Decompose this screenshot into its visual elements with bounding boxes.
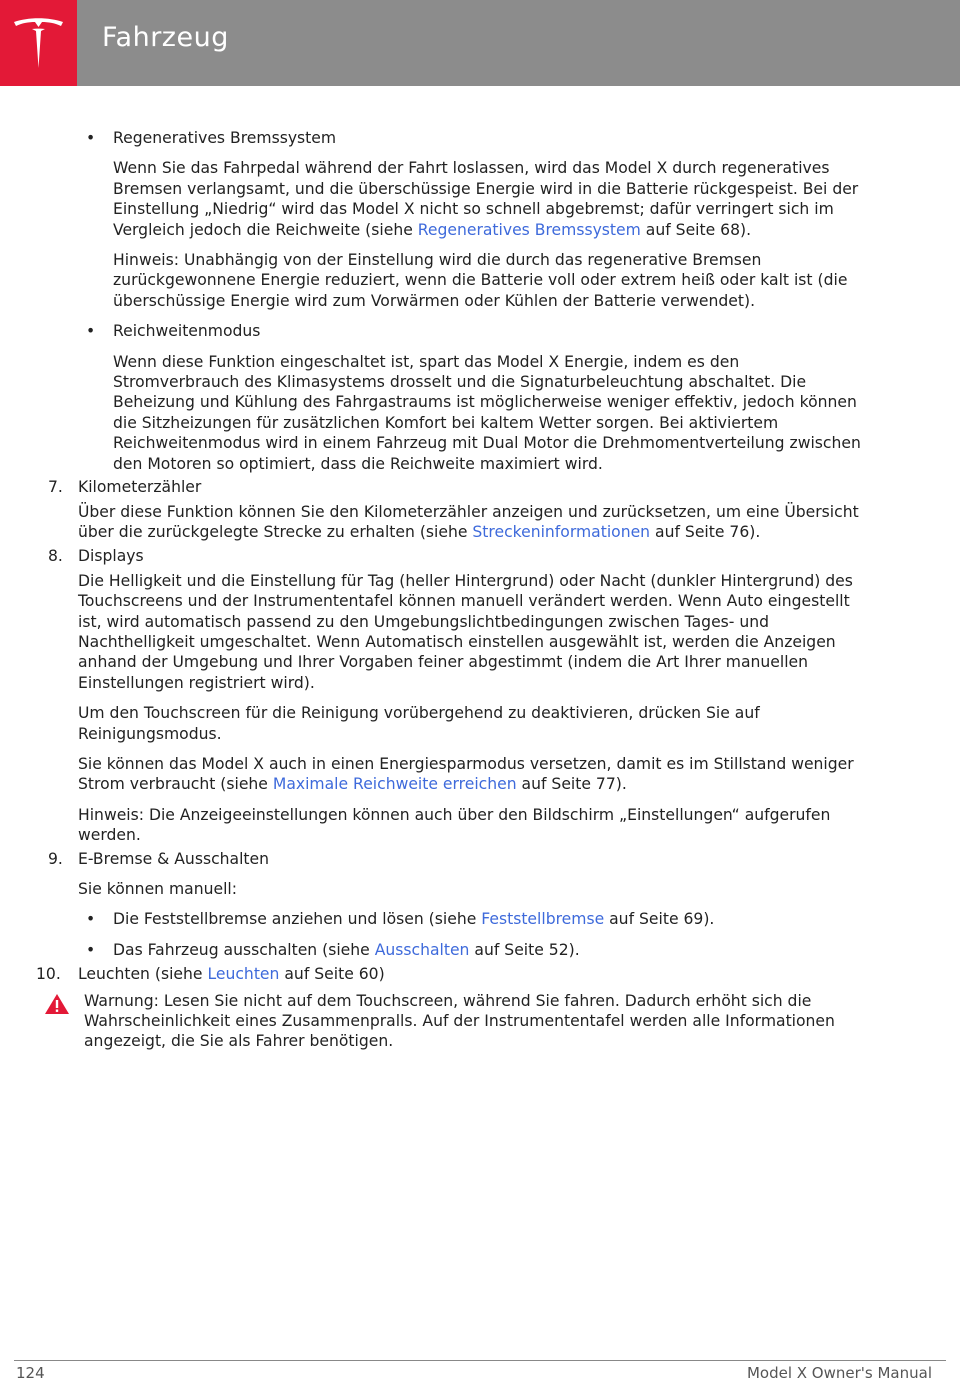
header-bar bbox=[0, 0, 960, 86]
warning-icon bbox=[44, 993, 70, 1015]
item-label: Kilometerzähler bbox=[78, 478, 202, 497]
page-content bbox=[0, 128, 960, 1052]
paragraph: Wenn Sie das Fahrpedal während der Fahrt loslassen, wird das Model X durch regeneratives Bremsen verlangsamt, und die überschüssige Energie wird in die Batterie rückgespeist. Bei der Einstellung „Niedrig“ wird das Model X nicht so schnell abgebremst; dafür verringert sich im Vergleich jedoch die Reichweite (siehe Regeneratives Bremssystem auf Seite 68). bbox=[113, 159, 859, 239]
item-label: E-Bremse & Ausschalten bbox=[78, 849, 270, 868]
paragraph: Sie können manuell: bbox=[78, 880, 238, 898]
page-number: 124 bbox=[16, 1364, 45, 1382]
warning-text: Warnung: Lesen Sie nicht auf dem Touchscreen, während Sie fahren. Dadurch erhöht sich die Wahrscheinlichkeit eines Zusammenpralls. Auf der Instrumententafel werden alle Informationen angezeigt, die Sie als Fahrer benötigen. bbox=[84, 991, 835, 1051]
section-title: Fahrzeug bbox=[102, 22, 229, 53]
bullet: • bbox=[86, 940, 96, 959]
paragraph: Die Helligkeit und die Einstellung für Tag (heller Hintergrund) oder Nacht (dunkler Hintergrund) des Touchscreens und der Instrumententafel können manuell verändert werden. Wenn Auto eingestellt ist, wird automatisch passend zu den Umgebungslichtbedingungen zwischen Tages- und Nachthelligkeit umgeschaltet. Wenn Automatisch einstellen ausgewählt ist, werden die Anzeigen anhand der Umgebung und Ihrer Vorgaben feiner abgestimmt (indem die Art Ihrer manuellen Einstellungen registriert wird). bbox=[78, 571, 853, 692]
numbered-item: 9. E-Bremse & Ausschalten bbox=[48, 849, 270, 868]
bullet: • bbox=[86, 129, 96, 147]
list-item bbox=[0, 128, 960, 148]
bullet: • bbox=[86, 910, 96, 929]
numbered-item: 7. Kilometerzähler bbox=[48, 478, 202, 497]
numbered-item: 8. Displays bbox=[48, 547, 144, 566]
note-paragraph: Hinweis: Die Anzeigeeinstellungen können auch über den Bildschirm „Einstellungen“ aufgerufen werden. bbox=[78, 805, 831, 845]
lights-link[interactable]: Leuchten bbox=[207, 965, 280, 984]
item-label: Displays bbox=[78, 547, 144, 566]
parking-brake-link[interactable]: Feststellbremse bbox=[481, 910, 605, 929]
max-range-link[interactable]: Maximale Reichweite erreichen bbox=[272, 775, 517, 794]
list-item: • Das Fahrzeug ausschalten (siehe Ausschalten auf Seite 52). bbox=[86, 940, 580, 959]
paragraph: Über diese Funktion können Sie den Kilometerzähler anzeigen und zurücksetzen, um eine Übersicht über die zurückgelegte Strecke zu erhalten (siehe Streckeninformationen auf Seite 76). bbox=[78, 502, 859, 541]
list-item: • Die Feststellbremse anziehen und lösen (siehe Feststellbremse auf Seite 69). bbox=[86, 910, 715, 929]
list-item bbox=[0, 321, 960, 341]
bullet: • bbox=[86, 322, 96, 341]
power-off-link[interactable]: Ausschalten bbox=[374, 940, 470, 959]
warning-box bbox=[0, 991, 960, 1052]
note-paragraph: Hinweis: Unabhängig von der Einstellung wird die durch das regenerative Bremsen zurückgewonnene Energie reduziert, wenn die Batterie voll oder extrem heiß oder kalt ist (die überschüssige Energie wird zum Vorwärmen oder Kühlen der Batterie verwendet). bbox=[113, 251, 848, 310]
tesla-logo-icon bbox=[12, 16, 65, 70]
manual-title: Model X Owner's Manual bbox=[746, 1364, 932, 1382]
numbered-item: 10. Leuchten (siehe Leuchten auf Seite 60) bbox=[36, 965, 385, 984]
regen-link[interactable]: Regeneratives Bremssystem bbox=[417, 220, 641, 239]
brand-logo bbox=[0, 0, 77, 86]
paragraph: Wenn diese Funktion eingeschaltet ist, spart das Model X Energie, indem es den Stromverbrauch des Klimasystems drosselt und die Signaturbeleuchtung abschaltet. Die Beheizung und Kühlung des Fahrgastraums ist möglicherweise weniger effektiv, jedoch können die Sitzheizungen für zusätzlichen Komfort bei kaltem Wetter sorgen. Bei aktiviertem Reichweitenmodus wird in einem Fahrzeug mit Dual Motor die Drehmomentverteilung zwischen den Motoren so optimiert, dass die Reichweite maximiert wird. bbox=[113, 352, 861, 473]
paragraph: Um den Touchscreen für die Reinigung vorübergehend zu deaktivieren, drücken Sie auf Reinigungsmodus. bbox=[78, 704, 760, 743]
item-label: Regeneratives Bremssystem bbox=[113, 129, 337, 147]
item-label: Reichweitenmodus bbox=[113, 322, 261, 341]
strecken-link[interactable]: Streckeninformationen bbox=[472, 522, 651, 541]
footer-divider bbox=[14, 1360, 946, 1361]
paragraph: Sie können das Model X auch in einen Energiesparmodus versetzen, damit es im Stillstand weniger Strom verbraucht (siehe Maximale Reichweite erreichen auf Seite 77). bbox=[78, 754, 854, 794]
